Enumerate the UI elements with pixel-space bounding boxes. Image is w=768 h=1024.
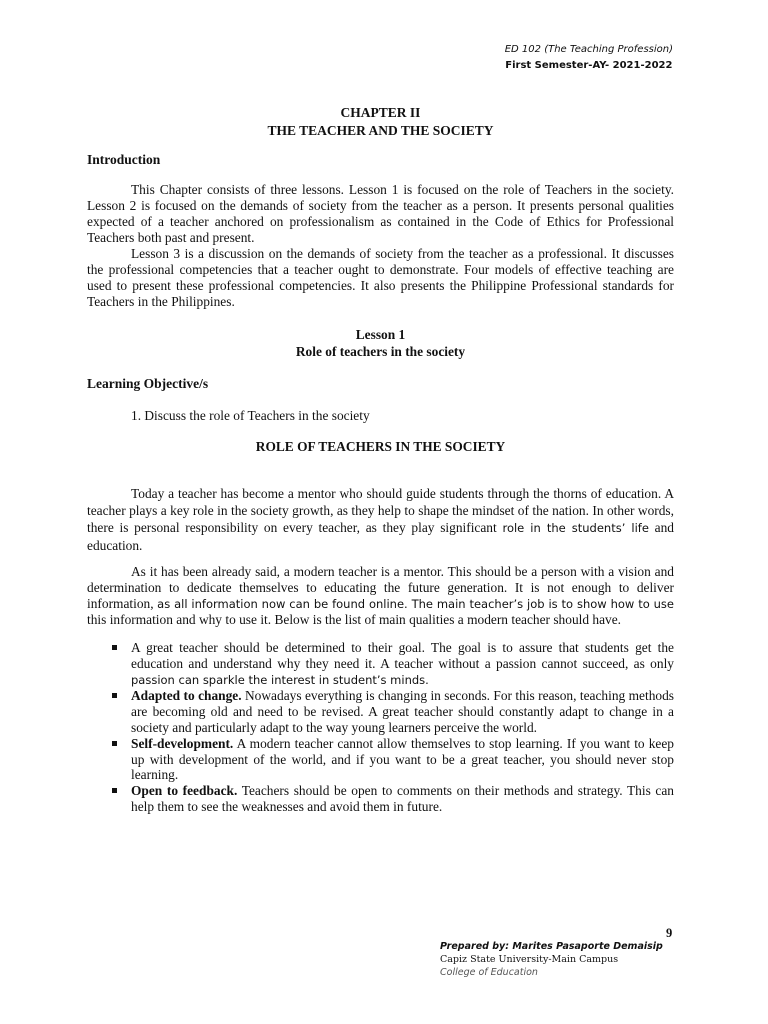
page-content — [87, 104, 674, 815]
semester-label: First Semester-AY- 2021-2022 — [505, 60, 673, 71]
role-paragraph-1 — [87, 485, 674, 554]
college-name: College of Education — [440, 967, 538, 978]
list-item-lead: Self-development. — [131, 735, 234, 751]
list-item — [131, 783, 674, 815]
list-item-text: Nowadays everything is changing in seconds. For this reason, teaching methods are becoming old and need to be revised. A great teacher should constantly adapt to change in a society and particularly adapt to the way young learners perceive the world. — [131, 688, 675, 735]
list-item — [131, 688, 674, 735]
bullet-square-icon — [112, 645, 117, 650]
role-paragraph-2 — [87, 564, 674, 628]
list-item-text: A modern teacher cannot allow themselves to stop learning. If you want to keep up with development of the world, and if you want to be a great teacher, you should never stop learning. — [131, 735, 674, 783]
learning-objective-item: 1. Discuss the role of Teachers in the society — [131, 408, 370, 423]
role-paragraph-2-text-c: this information and why to use it. Below is the list of main qualities a modern teacher should have. — [87, 612, 622, 627]
prepared-by: Prepared by: Marites Pasaporte Demaisip — [440, 941, 663, 952]
role-paragraph-2-text-a: As it has been already said, a modern teacher is a mentor. This should be a person with a vision and determination to dedicate themselves to educating the future generation. It is not enough to deliver information, — [87, 564, 674, 611]
course-title: ED 102 (The Teaching Profession) — [504, 44, 673, 55]
role-paragraph-1-text-b: role in the students’ life — [502, 521, 649, 535]
page-number: 9 — [666, 926, 673, 940]
role-paragraph-1-text-c: and education. — [87, 520, 674, 553]
list-item — [131, 640, 674, 688]
introduction-heading: Introduction — [87, 152, 161, 167]
introduction-paragraph-1: This Chapter consists of three lessons. Lesson 1 is focused on the role of Teachers in the society. Lesson 2 is focused on the demands of society from the teacher as a person. It presents personal qualities expected of a teacher anchored on professionalism as contained in the Code of Ethics for Professional Teachers both past and present. — [87, 182, 674, 245]
campus-name: Capiz State University-Main Campus — [440, 954, 619, 965]
chapter-title: THE TEACHER AND THE SOCIETY — [267, 123, 494, 138]
bullet-square-icon — [112, 788, 117, 793]
introduction-paragraph-2: Lesson 3 is a discussion on the demands of society from the teacher as a professional. It discusses the professional competencies that a teacher ought to demonstrate. Four models of effective teaching are used to present these professional competencies. It also presents the Philippine Professional standards for Teachers in the Philippines. — [87, 246, 674, 309]
list-item — [131, 736, 674, 783]
lesson-heading — [87, 326, 674, 360]
list-item-lead: Adapted to change. — [131, 688, 242, 704]
list-item-lead: Open to feedback. — [131, 783, 238, 799]
role-paragraph-1-text-a: Today a teacher has become a mentor who should guide students through the thorns of education. A teacher plays a key role in the society growth, as they help to shape the mindset of the nation. In other words, there is personal responsibility on every teacher, as they play significant — [87, 486, 674, 535]
lesson-title: Role of teachers in the society — [295, 344, 466, 359]
list-item-text-styled: passion can sparkle the interest in student’s minds. — [131, 672, 429, 687]
bullet-square-icon — [112, 693, 117, 698]
learning-objectives-heading: Learning Objective/s — [87, 376, 209, 391]
list-item-text: A great teacher should be determined to their goal. The goal is to assure that students get the education and understand why they need it. A teacher without a passion cannot succeed, as only — [131, 640, 674, 671]
lesson-number: Lesson 1 — [355, 327, 406, 342]
page-header — [505, 42, 673, 74]
bullet-square-icon — [112, 741, 117, 746]
role-section-heading: ROLE OF TEACHERS IN THE SOCIETY — [255, 439, 506, 454]
list-item-text: Teachers should be open to comments on their methods and strategy. This can help them to see the weaknesses and avoid them in future. — [131, 783, 674, 814]
chapter-number: CHAPTER II — [340, 105, 421, 120]
page-footer — [440, 940, 663, 979]
role-paragraph-2-text-b: as all information now can be found online. The main teacher’s job is to show how to use — [157, 597, 674, 611]
qualities-list — [87, 640, 674, 815]
